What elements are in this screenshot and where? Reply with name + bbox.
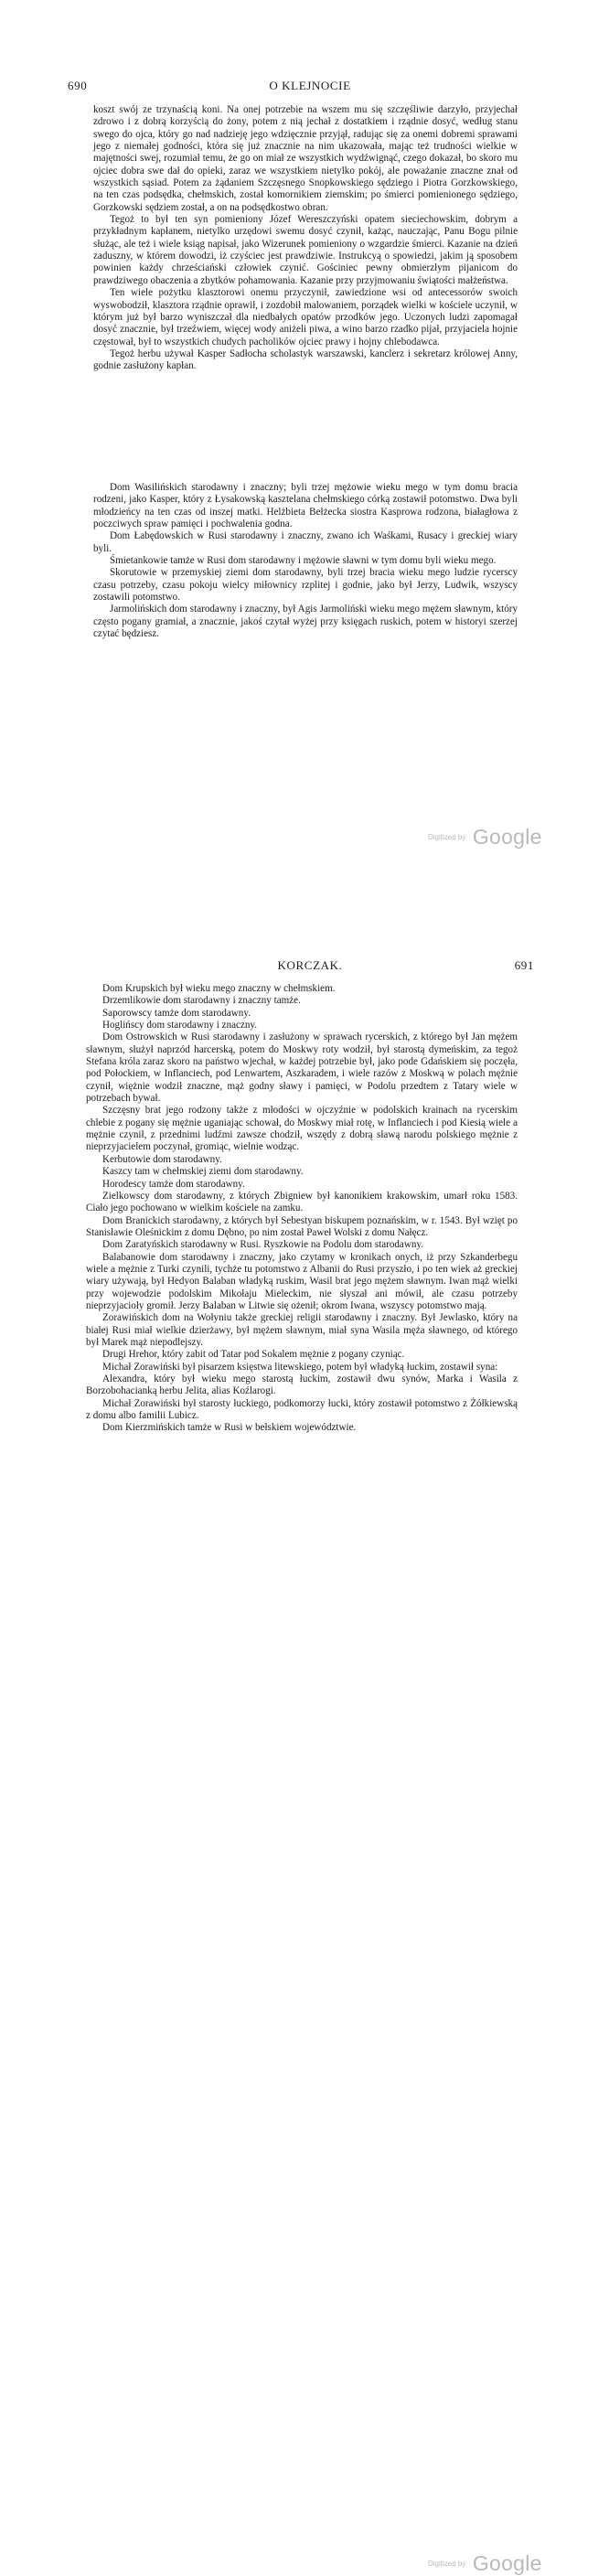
family-entry: Drzemlikowie dom starodawny i znaczny tamże. — [102, 995, 301, 1007]
page-691 — [0, 862, 609, 2575]
digitized-watermark — [428, 825, 542, 850]
family-entry: Horodescy tamże dom starodawny. — [102, 1178, 245, 1190]
family-entry: Dom Łabędowskich w Rusi starodawny i znaczny, zwano ich Waśkami, Rusacy i greckiej wiary byli. — [93, 530, 518, 554]
family-entry: Saporowscy tamże dom starodawny. — [102, 1007, 251, 1019]
paragraph: Tegoż to był ten syn pomieniony Józef Wereszczyński opatem sieciechowskim, dobrym a przykładnym kapłanem, nietylko urzędowi swemu dosyć czynił, każąc, nauczając, Panu Bogu pilnie służąc, ale też i wiele ksiąg napisał, jako Wizerunek pomieniony o wzgardzie śmierci. Kazanie na dzień zaduszny, w którem dowodzi, iż czyściec jest prawdziwie. Instrukcyą o spowiedzi, jakim ją sposobem powinien każdy chrześciański człowiek czynić. Gościniec pewny obmierzłym pijanicom do prawdziwego obaczenia a zbytków pohamowania. Kazanie przy przyjmowaniu świątości małżeństwa. — [93, 214, 518, 286]
family-entry: Dom Wasilińskich starodawny i znaczny; byli trzej mężowie wieku mego w tym domu bracia rodzeni, jako Kasper, który z Łysakowską kasztelana chełmskiego córką zostawił potomstwo. Dwa byli młodzieńcy na ten czas od inszej matki. Helżbieta Bełżecka siostra Kasprowa rodzona, białagłowa z poczciwych spraw pamięci i pochwalenia godna. — [93, 482, 518, 530]
page-number: 691 — [514, 958, 534, 972]
paragraph: Ten wiele pożytku klasztorowi onemu przyczynił, zawiedzione wsi od antecessorów swoich wyswobodził, klasztora rządnie oprawił, i zozdobił malowaniem, porządek wielki w kościele uczynił, w którym już był barzo wyniszczał dla niedbałych opatów przodków jego. Uczonych ludzi zapomagał dosyć znacznie, był trzeźwiem, więcej wody aniżeli piwa, a wino barzo rzadko pijał, przyjaciela hojnie częstował, był to wszystkich chudych pacholików ojciec prawy i hojny chlebodawca. — [93, 287, 518, 347]
family-entry: Drugi Hrehor, który zabit od Tatar pod Sokalem mężnie z pogany czyniąc. — [102, 1349, 405, 1361]
family-entry: Szczęsny brat jego rodzony także z młodości w ojczyźnie w podolskich krainach na rycerskim chlebie z pogany się mężnie uganiając schował, do Moskwy miał rotę, w Inflanciech i pod Kiesią wiele a mężnie czynił, z przednimi ludźmi zawsze chodził, wszędy z dobrą sławą narodu polskiego mężnie z nieprzyjacielem poczynał, gromiąc, wielnie wodząc. — [86, 1105, 518, 1153]
digitized-watermark — [428, 2551, 542, 2576]
family-entry: Kerbutowie dom starodawny. — [102, 1153, 222, 1165]
family-entry: Dom Kierzmińskich tamże w Rusi w bełskiem województwie. — [102, 1422, 357, 1434]
family-entry: Dom Ostrowskich w Rusi starodawny i zasłużony w sprawach rycerskich, z którego był Jan mężem sławnym, służył naprzód harcerską, potem do Moskwy roty wodził, był starostą dymeńskim, za tegoż Stefana króla zaraz skoro na państwo wjechał, w każdej potrzebie był, jako pode Gdańskiem się poczęła, pod Połockiem, w Inflanciech, pod Lenwartem, Aszkaradem, i wiele razów z Moskwą w polach mężnie czynił, więżnie wodził znaczne, mąż godny sławy i pamięci, w Podolu przedtem z Tatary wiele w potrzebach bywał. — [86, 1031, 518, 1105]
family-entry: Zielkowscy dom starodawny, z których Zbigniew był kanonikiem krakowskim, umarł roku 1583. Ciało jego pochowano w wielkim kościele na zamku. — [86, 1190, 518, 1214]
family-entry: Skorutowie w przemyskiej ziemi dom starodawny, byli trzej bracia wieku mego ludzie rycerscy czasu potrzeby, czasu pokoju wielcy miłownicy rzplitej i godnie, jako był Jerzy, Ludwik, wszyscy zostawili potomstwo. — [93, 567, 518, 604]
body-text — [86, 983, 518, 1435]
page-number: 690 — [68, 79, 88, 92]
family-entry: Hoglińscy dom starodawny i znaczny. — [102, 1020, 258, 1031]
family-entry: Zorawińskich dom na Wołyniu także greckiej religii starodawny i znaczny. Był Jewlasko, który na białej Rusi miał wielkie dzierżawy, był mężem sławnym, miał syna Wasila męża sławnego, od którego był Marek mąż niepodlejszy. — [86, 1312, 518, 1348]
family-entries — [93, 482, 518, 640]
family-entry: Jarmolińskich dom starodawny i znaczny, był Agis Jarmoliński wieku mego mężem sławnym, który często pogany gramiał, a znacznie, jakoś czytał wyżej przy księgach ruskich, potem w historyi szerzej czytać będziesz. — [93, 604, 518, 640]
body-text — [93, 104, 518, 373]
paragraph: Tegoż herbu używał Kasper Sadłocha scholastyk warszawski, kanclerz i sekretarz królowej Anny, godnie zasłużony kapłan. — [93, 347, 518, 372]
family-entry: Balabanowie dom starodawny i znaczny, jako czytamy w kronikach onych, iż przy Szkanderbegu wiele a mężnie z Turki czynili, tychże tu potomstwo z Albanii do Rusi przyszło, i po ten wiek aż greckiej wiary używają, był Hedyon Balaban władyką ruskim, Wasil brat jego mężem sławnym. Iwan mąż wielki przy wojewodzie podolskim Mikołaju Mieleckim, nie słyszał ani mówił, ale czasu potrzeby nieprzyjacioły gromił. Jerzy Balaban w Litwie się ożenił; okrom Iwana, wszyscy potomstwo mają. — [86, 1251, 518, 1311]
running-title: KORCZAK. — [277, 958, 343, 972]
family-entry: Michał Zorawiński był starosty łuckiego, podkomorzy łucki, który zostawił potomstwo z Żółkiewską z domu albo familii Lubicz. — [86, 1397, 518, 1422]
family-entry: Michał Zorawiński był pisarzem księstwa litewskiego, potem był władyką łuckim, zostawił syna: — [102, 1361, 498, 1373]
family-entry: Dom Krupskich był wieku mego znaczny w chełmskiem. — [102, 983, 336, 994]
google-logo: Google — [472, 2551, 542, 2575]
running-title: O KLEJNOCIE — [269, 79, 351, 92]
family-entry: Alexandra, który był wieku mego starostą łuckim, zostawił dwu synów, Marka i Wasila z Borzobohacianką herbu Jelita, alias Koźlarogi. — [86, 1374, 518, 1397]
running-head — [64, 79, 556, 95]
family-entry: Dom Zaratyńskich starodawny w Rusi. Ryszkowie na Podolu dom starodawny. — [102, 1239, 424, 1251]
family-entry: Dom Branickich starodawny, z których był Sebestyan biskupem poznańskim, w r. 1543. Był wzięt po Stanisławie Oleśnickim z domu Dębno, po nim został Paweł Wolski z domu Nałęcz. — [86, 1214, 518, 1238]
family-entry: Śmietankowie tamże w Rusi dom starodawny i mężowie sławni w tym domu byli wieku mego. — [110, 555, 497, 567]
google-logo: Google — [472, 825, 542, 849]
family-entry: Kaszcy tam w chełmskiej ziemi dom starodawny. — [102, 1166, 304, 1178]
watermark-prefix: Digitized by — [428, 2560, 466, 2568]
paragraph: koszt swój ze trzynaścią koni. Na onej potrzebie na wszem mu się szczęśliwie darzyło, przyjechał zdrowo i z dobrą korzyścią do żony, potem z nią jechał z dostatkiem i rządnie dosyć, według stanu swego do ojca, który go nad nadzieję jego wdzięcznie przyjął, radując się za onemi dobremi sprawami jego z niemałej godności, która się już znacznie na nim ukazowała, mając też trudności wielkie w majętności swej, rozumiał temu, że go on miał ze wszystkich wydźwignąć, czego dokazał, bo skoro mu ojciec dobra swe dał do opieki, zaraz we wszystkiem nietylko pokój, ale poważanie znaczne znał od wszystkich sąsiad. Potem za żądaniem Szczęsnego Snopkowskiego sędziego i Piotra Gorzkowskiego, na ten czas podsędka, chełmskich, został komornikiem ziemskim; po śmierci pomienionego sędziego, Gorzkowski sędziem został, a on na podsędkostwo obran. — [93, 104, 518, 213]
running-head — [64, 958, 556, 975]
page-690 — [0, 0, 609, 862]
watermark-prefix: Digitized by — [428, 833, 466, 841]
